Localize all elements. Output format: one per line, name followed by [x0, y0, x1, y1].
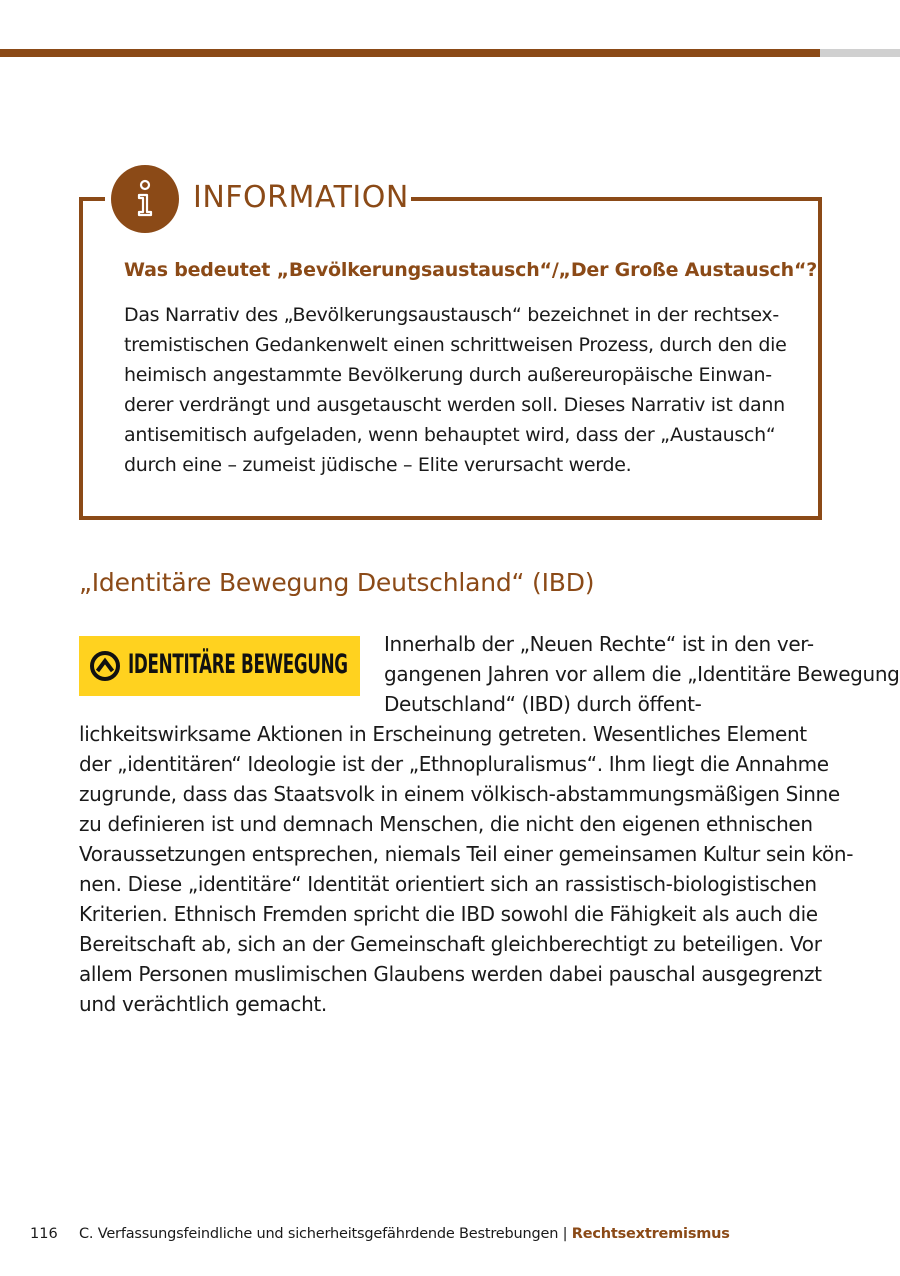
section-text-line: allem Personen muslimischen Glaubens werden dabei pauschal ausgegrenzt: [79, 962, 822, 986]
information-body-line: antisemitisch aufgeladen, wenn behauptet wird, dass der „Austausch“: [124, 424, 776, 446]
section-heading: „Identitäre Bewegung Deutschland“ (IBD): [79, 568, 595, 597]
top-grey-bar: [820, 49, 900, 57]
information-body-line: Das Narrativ des „Bevölkerungsaustausch“ bezeichnet in der rechtsex-: [124, 304, 779, 326]
info-icon: [111, 165, 179, 233]
section-text-line: Voraussetzungen entsprechen, niemals Teil einer gemeinsamen Kultur sein kön-: [79, 842, 854, 866]
information-body-line: derer verdrängt und ausgetauscht werden soll. Dieses Narrativ ist dann: [124, 394, 785, 416]
section-text-line: Kriterien. Ethnisch Fremden spricht die IBD sowohl die Fähigkeit als auch die: [79, 902, 818, 926]
information-title: INFORMATION: [193, 180, 409, 215]
section-text-line: und verächtlich gemacht.: [79, 992, 327, 1016]
section-text-line: Innerhalb der „Neuen Rechte“ ist in den ver-: [384, 632, 814, 656]
top-accent-bar: [0, 49, 820, 57]
section-text-line: Bewegung Deutschland“ (IBD) durch öffent-: [384, 662, 900, 716]
section-text-body: [79, 719, 853, 1019]
section-text-line: der „identitären“ Ideologie ist der „Ethnopluralismus“. Ihm liegt die Annahme: [79, 752, 829, 776]
section-text-line: zugrunde, dass das Staatsvolk in einem völkisch-abstammungsmäßigen Sinne: [79, 782, 840, 806]
information-question: Was bedeutet „Bevölkerungsaustausch“/„Der Große Austausch“?: [124, 259, 818, 281]
section-text-line: nen. Diese „identitäre“ Identität orientiert sich an rassistisch-biologistischen: [79, 872, 817, 896]
footer-chapter: C. Verfassungsfeindliche und sicherheitsgefährdende Bestrebungen: [79, 1226, 559, 1242]
information-body-line: tremistischen Gedankenwelt einen schrittweisen Prozess, durch den die: [124, 334, 787, 356]
section-text-line: zu definieren ist und demnach Menschen, die nicht den eigenen ethnischen: [79, 812, 813, 836]
information-body: [124, 300, 794, 480]
information-body-line: durch eine – zumeist jüdische – Elite verursacht werde.: [124, 454, 632, 476]
section-text-line: gangenen Jahren vor allem die „Identitäre: [384, 662, 791, 686]
footer-section: Rechtsextremismus: [571, 1226, 730, 1242]
footer-separator: |: [562, 1226, 568, 1242]
page-number: 116: [30, 1226, 58, 1242]
section-text-line: lichkeitswirksame Aktionen in Erscheinung getreten. Wesentliches Element: [79, 722, 807, 746]
lambda-circle-icon: [89, 650, 121, 682]
footer-running-title: [79, 1222, 730, 1246]
information-body-line: heimisch angestammte Bevölkerung durch außereuropäische Einwan-: [124, 364, 772, 386]
section-text-wrapped: [384, 629, 900, 719]
section-text-line: Bereitschaft ab, sich an der Gemeinschaft gleichberechtigt zu beteiligen. Vor: [79, 932, 822, 956]
identitaere-bewegung-logo: [79, 636, 360, 696]
page-footer: [0, 1222, 900, 1246]
logo-text: IDENTITÄRE BEWEGUNG: [128, 649, 348, 680]
